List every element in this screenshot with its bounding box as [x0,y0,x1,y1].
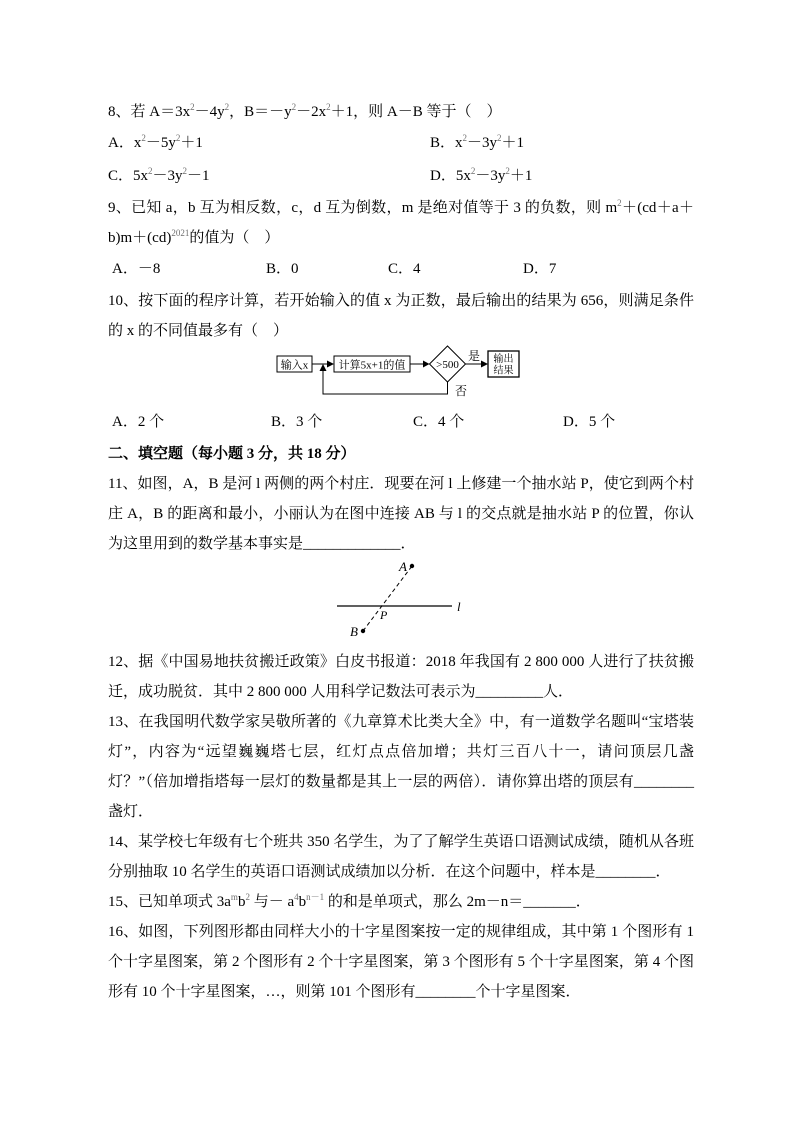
flow-arrowhead-icon [327,361,334,368]
question-8-stem: 8、若 $A=3x^2-4y^2$，$B=-y^2-2x^2+1$，则 A－B 等于（ ） [108,102,502,120]
flow-output-label-line1: 输出 [493,354,514,365]
question-11-text: 11、如图，A，B 是河 l 两侧的两个村庄．现要在河 l 上修建一个抽水站 P，使它到两个村庄 A，B 的距离和最小，小丽认为在图中连接 AB 与 l 的交点就是抽水站 P 的位置，你认为这里用到的数学基本事实是_____________． [108,476,694,552]
question-11-figure [108,559,694,647]
flowchart-svg [270,342,532,402]
page-content [108,97,694,1007]
flow-output-label-line2: 结果 [493,365,514,377]
question-10-options [108,406,694,439]
section-2-header: 二、填空题（每小题 3 分，共 18 分） [108,446,356,462]
flow-input-label: 输入x [280,359,309,372]
question-10-option-d: D．5 个 [563,414,616,430]
question-9-stem: 9、已知 a，b 互为相反数，c，d 互为倒数，m 是绝对值等于 3 的负数，则 $m^2+(cd+a+b)m+(cd)^{2021}$的值为（ ） [108,198,695,246]
flow-yes-label: 是 [468,349,481,363]
question-10-option-c: C．4 个 [413,414,465,430]
question-8-option-d: D．$5x^2-3y^2+1$ [430,166,533,184]
fig-label-a: A [399,559,407,574]
question-9-option-c: C．4 [388,261,421,277]
question-12-text: 12、据《中国易地扶贫搬迁政策》白皮书报道：2018 年我国有 2 800 000 人进行了扶贫搬迁，成功脱贫．其中 2 800 000 人用科学记数法可表示为_________人． [108,654,694,700]
question-10-stem: 10、按下面的程序计算，若开始输入的值 x 为正数，最后输出的结果为 656，则满足条件的 x 的不同值最多有（ ） [108,293,694,339]
flow-compute-label: 计算5x+1的值 [338,359,406,372]
flow-arrowhead-icon [481,361,488,368]
question-14-text: 14、某学校七年级有七个班共 350 名学生，为了了解学生英语口语测试成绩，随机从各班分别抽取 10 名学生的英语口语测试成绩加以分析．在这个问题中，样本是________． [108,834,694,880]
fig-point-b-dot [361,629,365,633]
flow-feedback-loop-line [323,371,448,394]
question-9-option-a: A．－8 [112,261,161,277]
question-9-option-d: D．7 [523,261,557,277]
question-10-option-a: A．2 个 [112,414,165,430]
question-9-options [108,253,694,286]
question-9-option-b: B．0 [266,261,299,277]
fig-label-l: l [457,599,461,614]
question-10-option-b: B．3 个 [271,414,323,430]
question-8-option-c: C．$5x^2-3y^2-1$ [108,166,210,184]
question-8-option-b: B．$x^2-3y^2+1$ [430,133,525,151]
fig-label-p: P [380,608,388,622]
question-13-text: 13、在我国明代数学家吴敬所著的《九章算术比类大全》中，有一道数学名题叫“宝塔装灯”，内容为“远望巍巍塔七层，红灯点点倍加增；共灯三百八十一，请问顶层几盏灯？”（倍加增指塔每一层灯的数量都是其上一层的两倍）．请你算出塔的顶层有________盏灯． [108,714,694,820]
question-8-options-row-2 [108,160,694,193]
flow-no-label: 否 [455,384,468,398]
flow-decision-label: >500 [436,359,459,371]
question-8-option-a: A．$x^2-5y^2+1$ [108,133,203,151]
fig-label-b: B [350,624,358,639]
figure-svg [304,559,484,647]
question-15-stem: 15、已知单项式 $3a^mb^2$ 与－ $a^4b^{n-1}$ 的和是单项式，那么 2m－n＝_______． [108,892,591,910]
question-16-text: 16、如图，下列图形都由同样大小的十字星图案按一定的规律组成，其中第 1 个图形有 1 个十字星图案，第 2 个图形有 2 个十字星图案，第 3 个图形有 5 个十字星图案，第 4 个图形有 10 个十字星图案，…，则第 101 个图形有________个十字星图案． [108,924,694,1000]
fig-point-a-dot [410,564,414,568]
fig-dashed-segment-ab [363,566,412,631]
flow-arrowhead-up-icon [320,364,327,371]
question-8-options-row-1 [108,127,694,160]
flow-arrowhead-icon [423,361,430,368]
question-10-flowchart [108,346,694,406]
